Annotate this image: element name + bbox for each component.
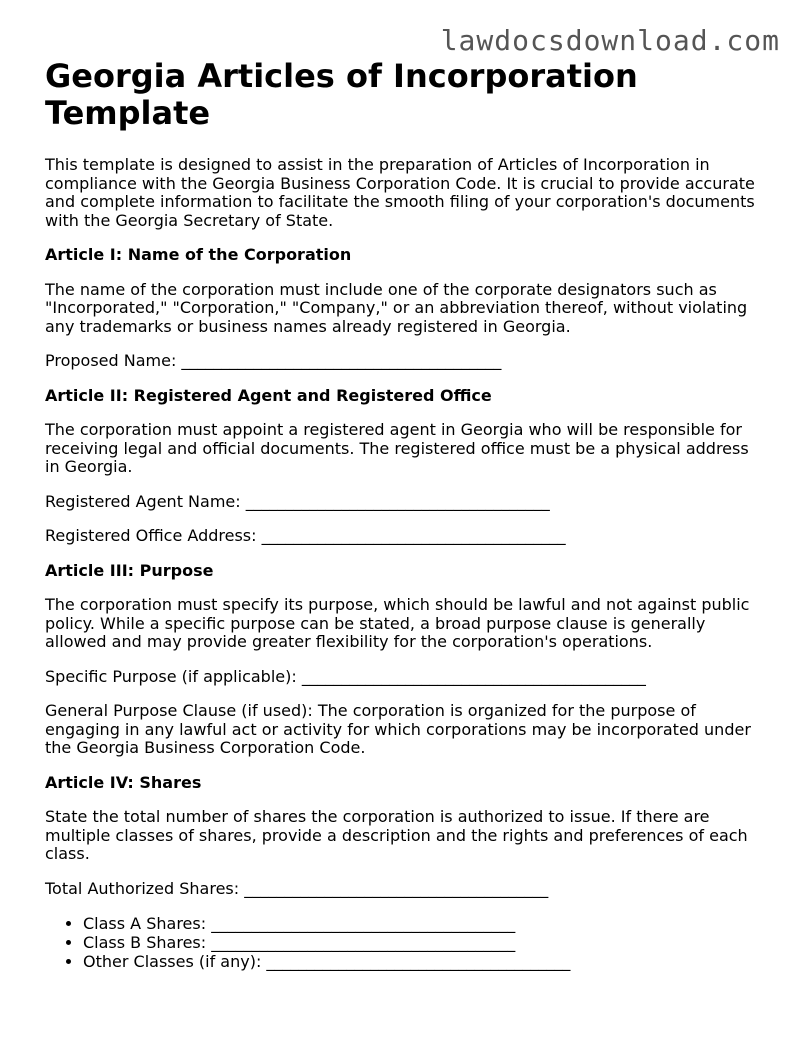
article-1-body: The name of the corporation must include one of the corporate designators such as "Incorporated," "Corporation," "Company," or an abbreviation thereof, without violating any trademarks or business names already registered in Georgia.: [45, 279, 748, 336]
document-page: [45, 58, 765, 971]
article-1-heading: Article I: Name of the Corporation: [45, 245, 352, 264]
general-purpose-clause: General Purpose Clause (if used): The corporation is organized for the purpose of engaging in any lawful act or activity for which corporations may be incorporated under the Georgia Business Corporation Code.: [45, 701, 751, 757]
registered-agent-name-field[interactable]: Registered Agent Name: ______________________________________: [45, 491, 550, 511]
specific-purpose-field[interactable]: Specific Purpose (if applicable): ___________________________________________: [45, 666, 646, 686]
article-3-body: The corporation must specify its purpose, which should be lawful and not against public policy. While a specific purpose can be stated, a broad purpose clause is generally allowed and may provide greater flexibility for the corporation's operations.: [45, 595, 750, 651]
class-a-shares-field[interactable]: • Class A Shares: ______________________________________: [83, 914, 765, 933]
article-4-body: State the total number of shares the corporation is authorized to issue. If there are multiple classes of shares, provide a description and the rights and preferences of each class.: [45, 807, 748, 863]
other-classes-field[interactable]: • Other Classes (if any): ______________________________________: [83, 952, 765, 971]
share-classes-list: [45, 914, 765, 971]
registered-office-address-field[interactable]: Registered Office Address: ______________________________________: [45, 526, 566, 545]
article-4-heading: Article IV: Shares: [45, 772, 202, 792]
article-3-heading: Article III: Purpose: [45, 560, 214, 580]
proposed-name-field[interactable]: Proposed Name: ________________________________________: [45, 351, 502, 370]
class-b-shares-field[interactable]: • Class B Shares: ______________________________________: [83, 933, 765, 952]
watermark: lawdocsdownload.com: [440, 24, 780, 57]
article-2-body: The corporation must appoint a registered agent in Georgia who will be responsible for receiving legal and official documents. The registered office must be a physical address in Georgia.: [45, 420, 749, 476]
total-authorized-shares-field[interactable]: Total Authorized Shares: ______________________________________: [45, 878, 549, 898]
page-title: Georgia Articles of Incorporation Template: [45, 57, 638, 132]
article-2-heading: Article II: Registered Agent and Registered Office: [45, 385, 492, 405]
intro-paragraph: This template is designed to assist in the preparation of Articles of Incorporation in compliance with the Georgia Business Corporation Code. It is crucial to provide accurate and complete information to facilitate the smooth filing of your corporation's documents with the Georgia Secretary of State.: [45, 155, 755, 230]
